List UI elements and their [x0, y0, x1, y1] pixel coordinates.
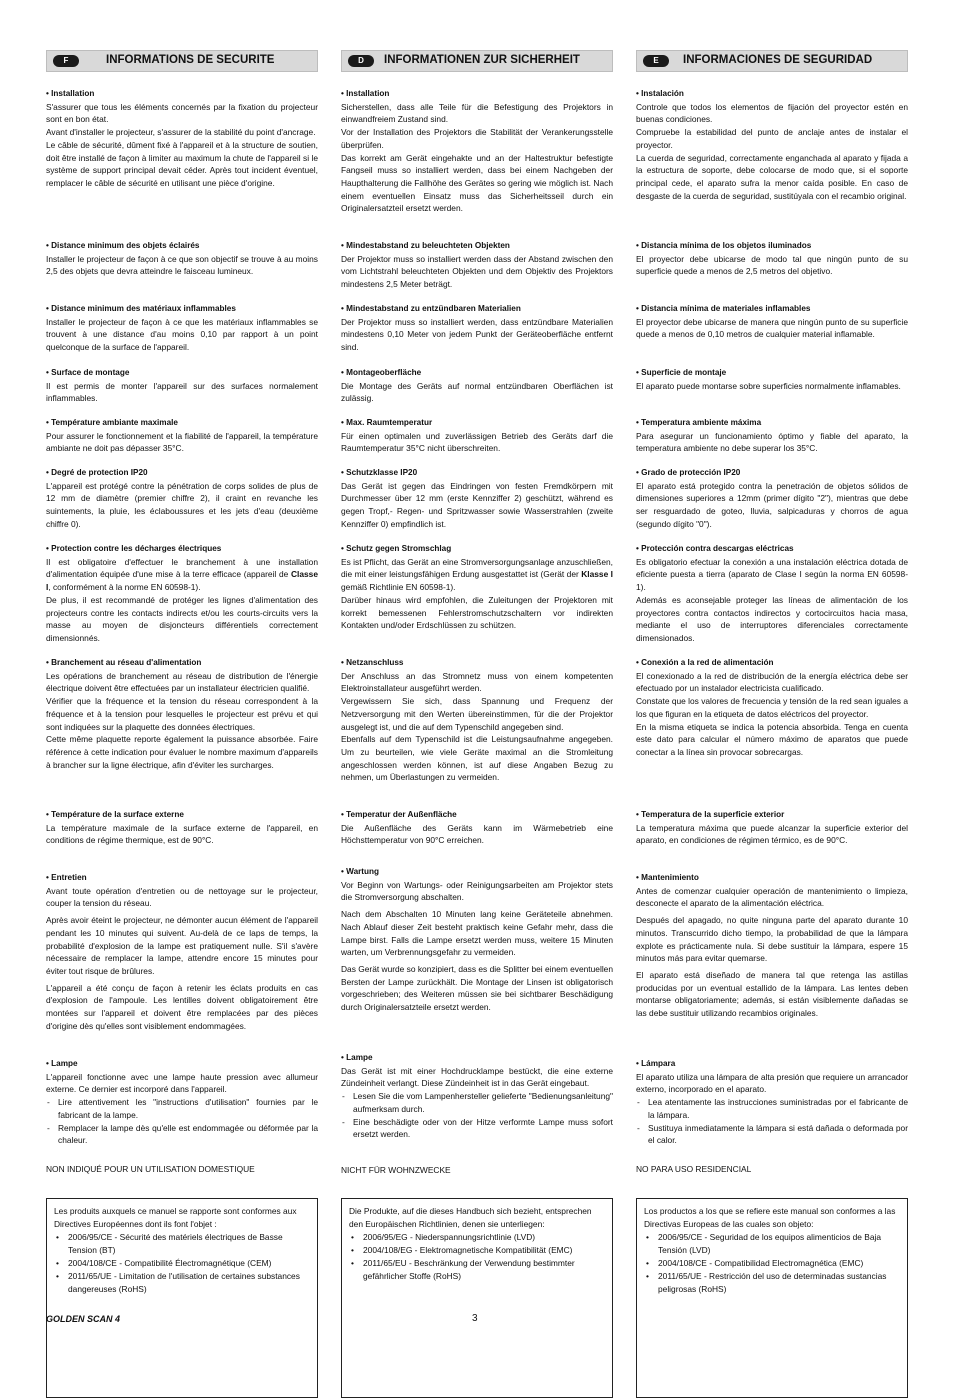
- maintenance-text-3: El aparato está diseñado de manera tal que retenga las astillas producidas por un eventual estallido de la lámpara. Las lentes deben montarse obligatoriamente; además, si están visiblemente dañadas se las debe sustituir utilizando recambios originales.: [636, 969, 908, 1019]
- ambient-temperature-section: [341, 417, 613, 455]
- lamp-section: [636, 1058, 908, 1147]
- directive-item: • 2011/65/UE - Restricción del uso de determinadas sustancias peligrosas (RoHS): [644, 1270, 901, 1296]
- maintenance-text-1: Avant toute opération d'entretien ou de nettoyage sur le projecteur, couper la tension du réseau.: [46, 885, 318, 909]
- installation-text-3: Le câble de sécurité, dûment fixé à l'appareil et à la structure de soutien, doit être installé de façon à limiter au maximum la chute de l'appareil si le système de support principal devait céder. Après tout incident éventuel, remplacer le câble de sécurité en utilisant une pièce d'origine.: [46, 139, 318, 188]
- directive-item: • 2006/95/CE - Sécurité des matériels électriques de Basse Tension (BT): [54, 1231, 311, 1257]
- installation-text-3: Das korrekt am Gerät eingehakte und an der Haltestruktur befestigte Fangseil muss so installiert werden, dass bei einem Nachgeben der Haupthalterung die Fallhöhe des Gerätes so gering wie möglich ist. Nach einem eventuellen Einsatz muss das Sicherheitsseil durch ein Originalersatzteil ersetzt werden.: [341, 152, 613, 214]
- installation-text-1: Sicherstellen, dass alle Teile für die Befestigung des Projektors in einwandfreiem Zustand sind.: [341, 101, 613, 125]
- mounting-surface-title: • Montageoberfläche: [341, 368, 422, 377]
- lamp-list-item: - Eine beschädigte oder von der Hitze verformte Lampe muss sofort ersetzt werden.: [341, 1116, 613, 1141]
- distance-objects-text: Installer le projecteur de façon à ce que son objectif se trouve à au moins 2,5 des objets que devra atteindre le faisceau lumineux.: [46, 253, 318, 277]
- installation-text-1: S'assurer que tous les éléments concernés par la fixation du projecteur sont en bon état.: [46, 101, 318, 125]
- directive-item: • 2004/108/EG - Elektromagnetische Kompatibilität (EMC): [349, 1244, 606, 1257]
- electric-shock-title: • Protection contre les décharges électriques: [46, 544, 222, 553]
- ambient-temperature-text: Pour assurer le fonctionnement et la fiabilité de l'appareil, la température ambiante ne doit pas dépasser 35°C.: [46, 430, 318, 454]
- distance-objects-section: [636, 240, 908, 278]
- surface-temperature-text: La temperatura máxima que puede alcanzar la superficie exterior del aparato, en condiciones de régimen térmico, es de 90°C.: [636, 822, 908, 846]
- surface-temperature-title: • Temperatur der Außenfläche: [341, 810, 457, 819]
- installation-title: • Installation: [46, 89, 95, 98]
- maintenance-section: [636, 872, 908, 1020]
- distance-objects-title: • Distance minimum des objets éclairés: [46, 241, 200, 250]
- electric-shock-text-2: Además es aconsejable proteger las líneas de alimentación de los proyectores contra contactos indirectos y cortocircuitos hacia masa, mediante el uso de interruptores diferenciales correctamente dimensionados.: [636, 594, 908, 643]
- installation-title: • Installation: [341, 89, 390, 98]
- distance-objects-title: • Mindestabstand zu beleuchteten Objekten: [341, 241, 510, 250]
- section-header: [46, 50, 318, 72]
- surface-temperature-section: [341, 809, 613, 847]
- lamp-section: [46, 1058, 318, 1147]
- ambient-temperature-title: • Max. Raumtemperatur: [341, 418, 433, 427]
- installation-section: [46, 88, 318, 190]
- mains-connection-text-3: Ebenfalls auf dem Typenschild ist die Leistungsaufnahme angegeben. Um zu beurteilen, wie viele Geräte maximal an die Stromleitung angeschlossen werden können, ist auf diese Angaben Bezug zu nehmen, um Überlastungen zu vermeiden.: [341, 734, 613, 783]
- conformity-intro: Les produits auxquels ce manuel se rapporte sont conformes aux Directives Européennes dont ils font l'objet :: [54, 1206, 297, 1229]
- conformity-box: [46, 1198, 318, 1398]
- maintenance-text-2: Después del apagado, no quite ninguna parte del aparato durante 10 minutos. Transcurrido dicho tiempo, la probabilidad de que la lámpara explote es prácticamente nula. Si debe sustituir la lámpara, espere 15 minutos más para evitar quemarse.: [636, 915, 908, 964]
- distance-materials-title: • Distance minimum des matériaux inflammables: [46, 304, 236, 313]
- directive-item: • 2006/95/EG - Niederspannungsrichtlinie (LVD): [349, 1231, 606, 1244]
- mains-connection-section: [636, 657, 908, 759]
- ip20-section: [46, 467, 318, 531]
- lamp-list-item: - Remplacer la lampe dès qu'elle est endommagée ou déformée par la chaleur.: [46, 1122, 318, 1147]
- language-badge: D: [348, 55, 374, 67]
- ip20-section: [341, 467, 613, 531]
- distance-materials-section: [341, 303, 613, 354]
- installation-text-2: Avant d'installer le projecteur, s'assurer de la stabilité du point d'ancrage.: [46, 127, 316, 138]
- mains-connection-text-3: Cette même plaquette reporte également la puissance absorbée. Faire référence à cette indication pour évaluer le nombre maximum d'appareils à brancher sur la ligne électrique, afin d'éviter les surcharges.: [46, 734, 318, 770]
- electric-shock-title: • Schutz gegen Stromschlag: [341, 544, 452, 553]
- distance-materials-text: Der Projektor muss so installiert werden, dass entzündbare Materialien mindestens 0,10 Meter von jedem Punkt der Geräteoberfläche entfernt sind.: [341, 316, 613, 353]
- ip20-title: • Schutzklasse IP20: [341, 468, 418, 477]
- distance-materials-text: Installer le projecteur de façon à ce que les matériaux inflammables se trouvent à une distance d'au moins 0,10 par rapport à un point quelconque de la surface de l'appareil.: [46, 316, 318, 353]
- ip20-title: • Degré de protection IP20: [46, 468, 148, 477]
- ambient-temperature-section: [46, 417, 318, 455]
- residential-note: NON INDIQUÉ POUR UN UTILISATION DOMESTIQUE: [46, 1164, 255, 1174]
- directive-item: • 2004/108/CE - Compatibilidad Electromagnética (EMC): [644, 1257, 901, 1270]
- electric-shock-title: • Protección contra descargas eléctricas: [636, 544, 794, 553]
- residential-note: NO PARA USO RESIDENCIAL: [636, 1164, 752, 1174]
- installation-text-2: Compruebe la estabilidad del punto de anclaje antes de instalar el proyector.: [636, 127, 908, 150]
- column-spanish: [636, 50, 908, 1294]
- mains-connection-text-3: En la misma etiqueta se indica la potencia absorbida. Tenga en cuenta este dato para calcular el número máximo de aparatos que puede conectar a la línea sin provocar sobrecargas.: [636, 721, 908, 757]
- language-badge: F: [53, 55, 79, 67]
- ambient-temperature-title: • Température ambiante maximale: [46, 418, 178, 427]
- mains-connection-title: • Branchement au réseau d'alimentation: [46, 658, 202, 667]
- mounting-surface-title: • Superficie de montaje: [636, 368, 727, 377]
- residential-note: NICHT FÜR WOHNZWECKE: [341, 1165, 451, 1175]
- lamp-section: [341, 1052, 613, 1141]
- electric-shock-text-2: De plus, il est recommandé de protéger les lignes d'alimentation des projecteurs contre les contacts indirects et/ou les courts-circuits vers la masse au moyen de disjoncteurs différentiels correctement dimensionnés.: [46, 594, 318, 643]
- maintenance-title: • Wartung: [341, 867, 380, 876]
- maintenance-section: [46, 872, 318, 1032]
- surface-temperature-text: Die Außenfläche des Geräts kann im Wärmebetrieb eine Höchsttemperatur von 90°C erreichen.: [341, 822, 613, 846]
- distance-materials-title: • Mindestabstand zu entzündbaren Materialien: [341, 304, 521, 313]
- mounting-surface-text: Il est permis de monter l'appareil sur des surfaces normalement inflammables.: [46, 380, 318, 404]
- ip20-title: • Grado de protección IP20: [636, 468, 741, 477]
- lamp-text: L'appareil fonctionne avec une lampe haute pression avec allumeur externe. Ce dernier est incorporé dans l'appareil.: [46, 1071, 318, 1095]
- electric-shock-section: [636, 543, 908, 645]
- mains-connection-section: [46, 657, 318, 771]
- lamp-text: El aparato utiliza una lámpara de alta presión que requiere un arrancador externo, incorporado en el aparato.: [636, 1071, 908, 1095]
- distance-objects-section: [341, 240, 613, 291]
- section-title: INFORMATIONS DE SECURITE: [106, 54, 275, 66]
- mains-connection-title: • Conexión a la red de alimentación: [636, 658, 774, 667]
- column-german: [341, 50, 613, 1281]
- maintenance-section: [341, 866, 613, 1014]
- distance-materials-section: [636, 303, 908, 341]
- page-number: 3: [472, 1313, 478, 1324]
- ambient-temperature-title: • Temperatura ambiente máxima: [636, 418, 762, 427]
- distance-materials-section: [46, 303, 318, 354]
- ambient-temperature-section: [636, 417, 908, 455]
- maintenance-text-2: Nach dem Abschalten 10 Minuten lang keine Geräteteile abnehmen. Nach Ablauf dieser Zeit besteht praktisch keine Gefahr mehr, dass die Lampe birst. Falls die Lampe ersetzt werden muss, weitere 15 Minuten warten, um Verbrennungsgefahr zu vermeiden.: [341, 909, 613, 958]
- distance-materials-title: • Distancia mínima de materiales inflamables: [636, 304, 811, 313]
- directive-item: • 2011/65/UE - Limitation de l'utilisation de certaines substances dangereuses (RoHS): [54, 1270, 311, 1296]
- lamp-title: • Lampe: [46, 1059, 78, 1068]
- mounting-surface-section: [341, 367, 613, 405]
- lamp-title: • Lámpara: [636, 1059, 676, 1068]
- installation-text-2: Vor der Installation des Projektors die Stabilität der Verankerungsstelle überprüfen.: [341, 127, 613, 150]
- mains-connection-text-1: Les opérations de branchement au réseau de distribution de l'énergie électrique doivent être effectuées par un installateur électricien qualifié.: [46, 670, 318, 694]
- ambient-temperature-text: Para asegurar un funcionamiento óptimo y fiable del aparato, la temperatura ambiente no debe superar los 35°C.: [636, 430, 908, 454]
- distance-objects-text: Der Projektor muss so installiert werden dass der Abstand zwischen den vom Lichtstrahl beleuchteten Objekten und dem Objektiv des Projektors mindestens 2,5 Meter beträgt.: [341, 253, 613, 290]
- mounting-surface-text: El aparato puede montarse sobre superficies normalmente inflamables.: [636, 380, 901, 391]
- directive-item: • 2006/95/CE - Seguridad de los equipos alimenticios de Baja Tensión (LVD): [644, 1231, 901, 1257]
- mains-connection-text-2: Vergewissern Sie sich, dass Spannung und Frequenz der Netzversorgung mit den Werten übereinstimmen, für die der Projektor ausgelegt ist, und die auf dem Typenschild angegeben sind.: [341, 696, 613, 732]
- electric-shock-section: [46, 543, 318, 645]
- maintenance-text-2: Après avoir éteint le projecteur, ne démonter aucun élément de l'appareil pendant les 10 minutes qui suivent. Au-delà de ce laps de temps, la probabilité d'explosion de la lampe est pratiquement nulle. S'il s'avère nécessaire de remplacer la lampe, attendre encore 15 minutes pour éviter tout risque de brûlures.: [46, 915, 318, 976]
- mains-connection-text-2: Constate que los valores de frecuencia y tensión de la red sean iguales a los que figuran en la etiqueta de datos eléctricos del proyector.: [636, 696, 908, 719]
- electric-shock-text-1: Il est obligatoire d'effectuer le branchement à une installation d'alimentation équipée d'une mise à la terre efficace (appareil de Classe I, conformément à la norme EN 60598-1).: [46, 556, 318, 593]
- section-title: INFORMATIONEN ZUR SICHERHEIT: [384, 54, 580, 66]
- surface-temperature-text: La température maximale de la surface externe de l'appareil, en conditions de régime thermique, est de 90°C.: [46, 822, 318, 846]
- section-header: [636, 50, 908, 72]
- mounting-surface-section: [46, 367, 318, 405]
- product-name: GOLDEN SCAN 4: [46, 1314, 121, 1324]
- electric-shock-text-2: Darüber hinaus wird empfohlen, die Zuleitungen der Projektoren mit korrekt bemessenen Fehlerstromschutzschaltern vor indirekten Kontakten und/oder Erdschlüssen zu schützen.: [341, 594, 613, 631]
- mains-connection-title: • Netzanschluss: [341, 658, 404, 667]
- surface-temperature-section: [636, 809, 908, 847]
- distance-materials-text: El proyector debe ubicarse de manera que ningún punto de su superficie quede a menos de 0,10 metros de cualquier material inflamable.: [636, 316, 908, 340]
- maintenance-text-3: Das Gerät wurde so konzipiert, dass es die Splitter bei einem eventuellen Bersten der Lampe zurückhält. Die Montage der Linsen ist obligatorisch vorgeschrieben; des Weiteren müssen sie bei sichtbarer Beschädigung durch Originalersatzteile ersetzt werden.: [341, 963, 613, 1013]
- surface-temperature-title: • Temperatura de la superficie exterior: [636, 810, 785, 819]
- lamp-list-item: - Sustituya inmediatamente la lámpara si está dañada o deformada por el calor.: [636, 1122, 908, 1147]
- mounting-surface-text: Die Montage des Geräts auf normal entzündbaren Oberflächen ist zulässig.: [341, 380, 613, 404]
- surface-temperature-title: • Température de la surface externe: [46, 810, 184, 819]
- ip20-text: El aparato está protegido contra la penetración de objetos sólidos de dimensiones superiores a 12mm (primer dígito "2"), mientras que debe ser resguardado de goteo, lluvia, salpicaduras y chorros de agua (segundo dígito "0").: [636, 480, 908, 529]
- lamp-list-item: - Lea atentamente las instrucciones suministradas por el fabricante de la lámpara.: [636, 1096, 908, 1121]
- directive-item: • 2004/108/CE - Compatibilité Électromagnétique (CEM): [54, 1257, 311, 1270]
- lamp-list-item: - Lire attentivement les "instructions d'utilisation" fournies par le fabricant de la lampe.: [46, 1096, 318, 1121]
- mounting-surface-title: • Surface de montage: [46, 368, 130, 377]
- maintenance-title: • Mantenimiento: [636, 873, 699, 882]
- electric-shock-text-1: Es ist Pflicht, das Gerät an eine Stromversorgungsanlage anzuschließen, die mit einer leistungsfähigen Erdung ausgestattet ist (Gerät der Klasse I gemäß Richtlinie EN 60598-1).: [341, 556, 613, 593]
- ip20-text: L'appareil est protégé contre la pénétration de corps solides de plus de 12 mm de diamètre (premier chiffre 2), il craint en revanche les suintements, la pluie, les éclaboussures et les jets d'eau (deuxième chiffre 0).: [46, 480, 318, 529]
- mains-connection-section: [341, 657, 613, 784]
- section-header: [341, 50, 613, 72]
- conformity-intro: Los productos a los que se refiere este manual son conformes a las Directivas Europeas de las cuales son objeto:: [644, 1206, 896, 1229]
- conformity-box: [636, 1198, 908, 1398]
- ip20-text: Das Gerät ist gegen das Eindringen von festen Fremdkörpern mit Durchmesser über 12 mm (erste Kennziffer 2) geschützt, während es gegen Tropf,- Regen- und Spritzwasser sowie Wasserstrahlen (zweite Kennziffer 0) empfindlich ist.: [341, 480, 613, 529]
- maintenance-text-1: Vor Beginn von Wartungs- oder Reinigungsarbeiten am Projektor stets die Stromversorgung abschalten.: [341, 879, 613, 903]
- distance-objects-text: El proyector debe ubicarse de modo tal que ningún punto de su superficie quede a menos de 2,5 metros del objetivo.: [636, 253, 908, 277]
- conformity-intro: Die Produkte, auf die dieses Handbuch sich bezieht, entsprechen den Europäischen Richtlinien, denen sie unterliegen:: [349, 1206, 592, 1229]
- column-french: [46, 50, 318, 1294]
- electric-shock-section: [341, 543, 613, 632]
- conformity-box: [341, 1198, 613, 1398]
- maintenance-title: • Entretien: [46, 873, 87, 882]
- lamp-title: • Lampe: [341, 1053, 373, 1062]
- section-title: INFORMACIONES DE SEGURIDAD: [683, 54, 873, 66]
- ambient-temperature-text: Für einen optimalen und zuverlässigen Betrieb des Geräts darf die Raumtemperatur 35°C nicht überschreiten.: [341, 430, 613, 454]
- mounting-surface-section: [636, 367, 908, 392]
- language-badge: E: [643, 55, 669, 67]
- mains-connection-text-1: Der Anschluss an das Stromnetz muss von einem kompetenten Elektroinstallateur ausgeführt werden.: [341, 670, 613, 694]
- installation-title: • Instalación: [636, 89, 684, 98]
- mains-connection-text-1: El conexionado a la red de distribución de la energía eléctrica debe ser efectuado por un instalador electricista cualificado.: [636, 670, 908, 694]
- distance-objects-section: [46, 240, 318, 278]
- directive-item: • 2011/65/EU - Beschränkung der Verwendung bestimmter gefährlicher Stoffe (RoHS): [349, 1257, 606, 1283]
- lamp-text: Das Gerät ist mit einer Hochdrucklampe bestückt, die eine externe Zündeinheit verlangt. Diese Zündeinheit ist in das Gerät eingebaut.: [341, 1065, 613, 1089]
- maintenance-text-3: L'appareil a été conçu de façon à retenir les éclats produits en cas d'explosion de l'ampoule. Les lentilles doivent obligatoirement être montées sur l'appareil et doivent être remplacées par des pièces d'origine dès qu'elles sont visiblement endommagées.: [46, 982, 318, 1031]
- installation-section: [341, 88, 613, 215]
- installation-text-3: La cuerda de seguridad, correctamente enganchada al aparato y fijada a la estructura de soporte, debe colocarse de modo que, si el soporte principal cede, el aparato sufra la menor caída posible. En caso de desgaste de la cuerda de seguridad, sustitúyala con el recambio original.: [636, 152, 908, 201]
- surface-temperature-section: [46, 809, 318, 847]
- mains-connection-text-2: Vérifier que la fréquence et la tension du réseau correspondent à la fréquence et à la tension pour lesquelles le projecteur est prévu et qui sont indiquées sur la plaquette des données électriques.: [46, 696, 318, 732]
- installation-text-1: Controle que todos los elementos de fijación del proyector estén en buenas condiciones.: [636, 101, 908, 125]
- installation-section: [636, 88, 908, 202]
- maintenance-text-1: Antes de comenzar cualquier operación de mantenimiento o limpieza, desconecte el aparato de la alimentación eléctrica.: [636, 885, 908, 909]
- lamp-list-item: - Lesen Sie die vom Lampenhersteller gelieferte "Bedienungsanleitung" aufmerksam durch.: [341, 1090, 613, 1115]
- ip20-section: [636, 467, 908, 531]
- electric-shock-text-1: Es obligatorio efectuar la conexión a una instalación eléctrica dotada de eficiente puesta a tierra (aparato de Clase I según la norma EN 60598-1).: [636, 556, 908, 593]
- distance-objects-title: • Distancia mínima de los objetos iluminados: [636, 241, 812, 250]
